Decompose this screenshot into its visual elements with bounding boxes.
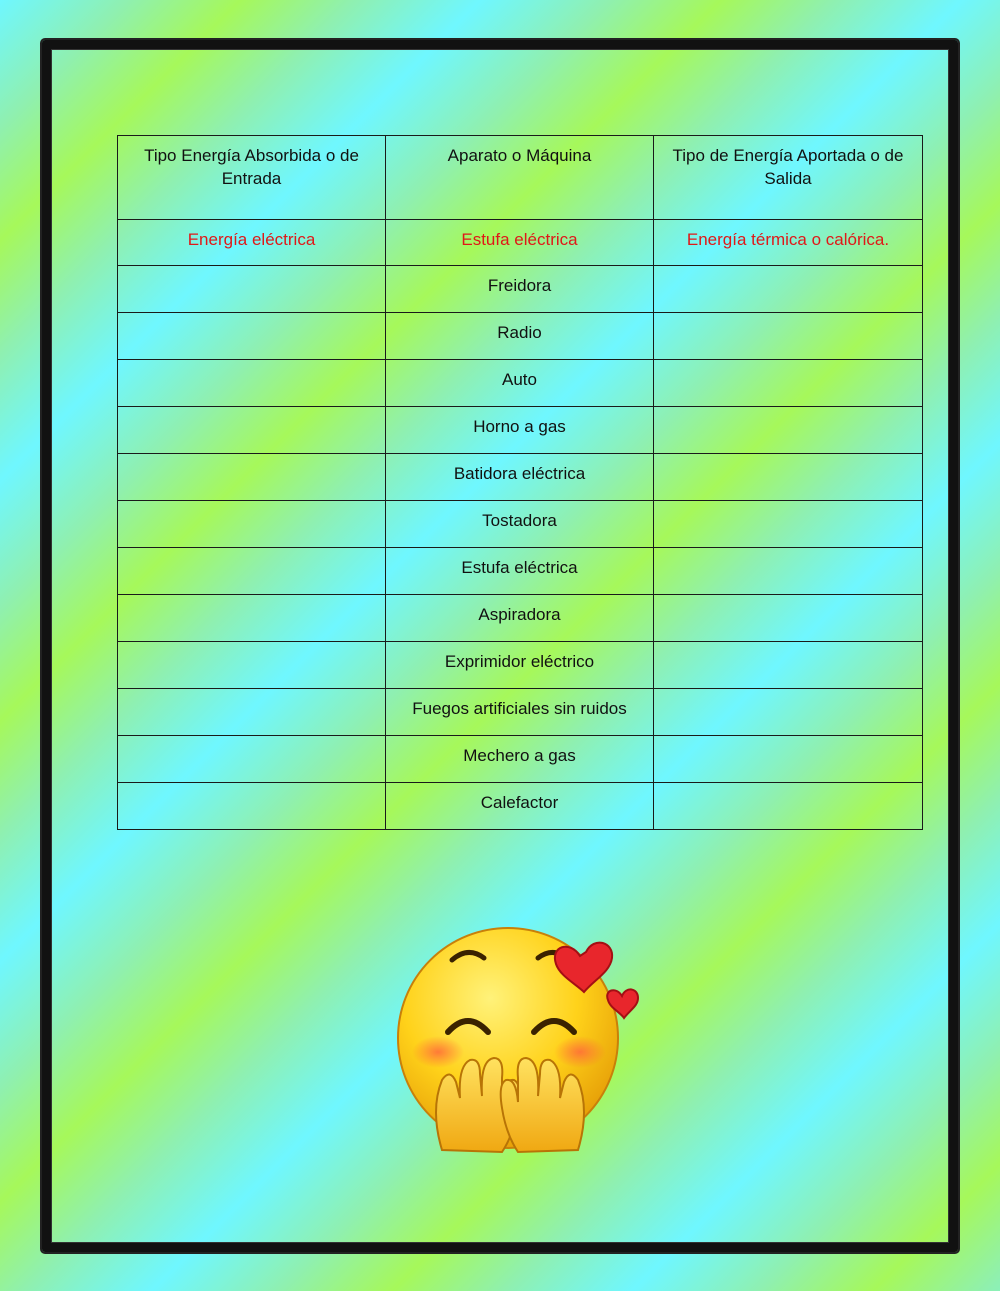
table-row (118, 548, 923, 595)
device-cell: Estufa eléctrica (386, 548, 654, 595)
example-output-energy: Energía térmica o calórica. (654, 220, 923, 266)
output-energy-cell[interactable] (654, 313, 923, 360)
device-cell: Calefactor (386, 783, 654, 830)
input-energy-cell[interactable] (118, 454, 386, 501)
table-row (118, 454, 923, 501)
energy-table (117, 135, 923, 830)
output-energy-cell[interactable] (654, 454, 923, 501)
device-cell: Horno a gas (386, 407, 654, 454)
header-input-energy: Tipo Energía Absorbida o de Entrada (118, 136, 386, 220)
input-energy-cell[interactable] (118, 595, 386, 642)
output-energy-cell[interactable] (654, 783, 923, 830)
device-cell: Tostadora (386, 501, 654, 548)
device-cell: Mechero a gas (386, 736, 654, 783)
example-input-energy: Energía eléctrica (118, 220, 386, 266)
table-header-row (118, 136, 923, 220)
header-output-energy: Tipo de Energía Aportada o de Salida (654, 136, 923, 220)
blushing-smiley-with-hearts-icon (390, 920, 650, 1160)
table-row (118, 642, 923, 689)
input-energy-cell[interactable] (118, 736, 386, 783)
input-energy-cell[interactable] (118, 501, 386, 548)
table-row (118, 266, 923, 313)
table-row (118, 736, 923, 783)
input-energy-cell[interactable] (118, 689, 386, 736)
device-cell: Fuegos artificiales sin ruidos (386, 689, 654, 736)
output-energy-cell[interactable] (654, 642, 923, 689)
device-cell: Exprimidor eléctrico (386, 642, 654, 689)
device-cell: Freidora (386, 266, 654, 313)
device-cell: Batidora eléctrica (386, 454, 654, 501)
input-energy-cell[interactable] (118, 313, 386, 360)
output-energy-cell[interactable] (654, 548, 923, 595)
input-energy-cell[interactable] (118, 642, 386, 689)
output-energy-cell[interactable] (654, 501, 923, 548)
device-cell: Auto (386, 360, 654, 407)
output-energy-cell[interactable] (654, 407, 923, 454)
output-energy-cell[interactable] (654, 360, 923, 407)
table-row (118, 689, 923, 736)
input-energy-cell[interactable] (118, 360, 386, 407)
example-device: Estufa eléctrica (386, 220, 654, 266)
input-energy-cell[interactable] (118, 266, 386, 313)
input-energy-cell[interactable] (118, 407, 386, 454)
input-energy-cell[interactable] (118, 783, 386, 830)
device-cell: Radio (386, 313, 654, 360)
table-row (118, 595, 923, 642)
table-row (118, 360, 923, 407)
table-row (118, 783, 923, 830)
input-energy-cell[interactable] (118, 548, 386, 595)
table-row (118, 313, 923, 360)
example-row (118, 220, 923, 266)
device-cell: Aspiradora (386, 595, 654, 642)
output-energy-cell[interactable] (654, 736, 923, 783)
output-energy-cell[interactable] (654, 266, 923, 313)
header-device: Aparato o Máquina (386, 136, 654, 220)
output-energy-cell[interactable] (654, 595, 923, 642)
output-energy-cell[interactable] (654, 689, 923, 736)
table-row (118, 407, 923, 454)
table-row (118, 501, 923, 548)
